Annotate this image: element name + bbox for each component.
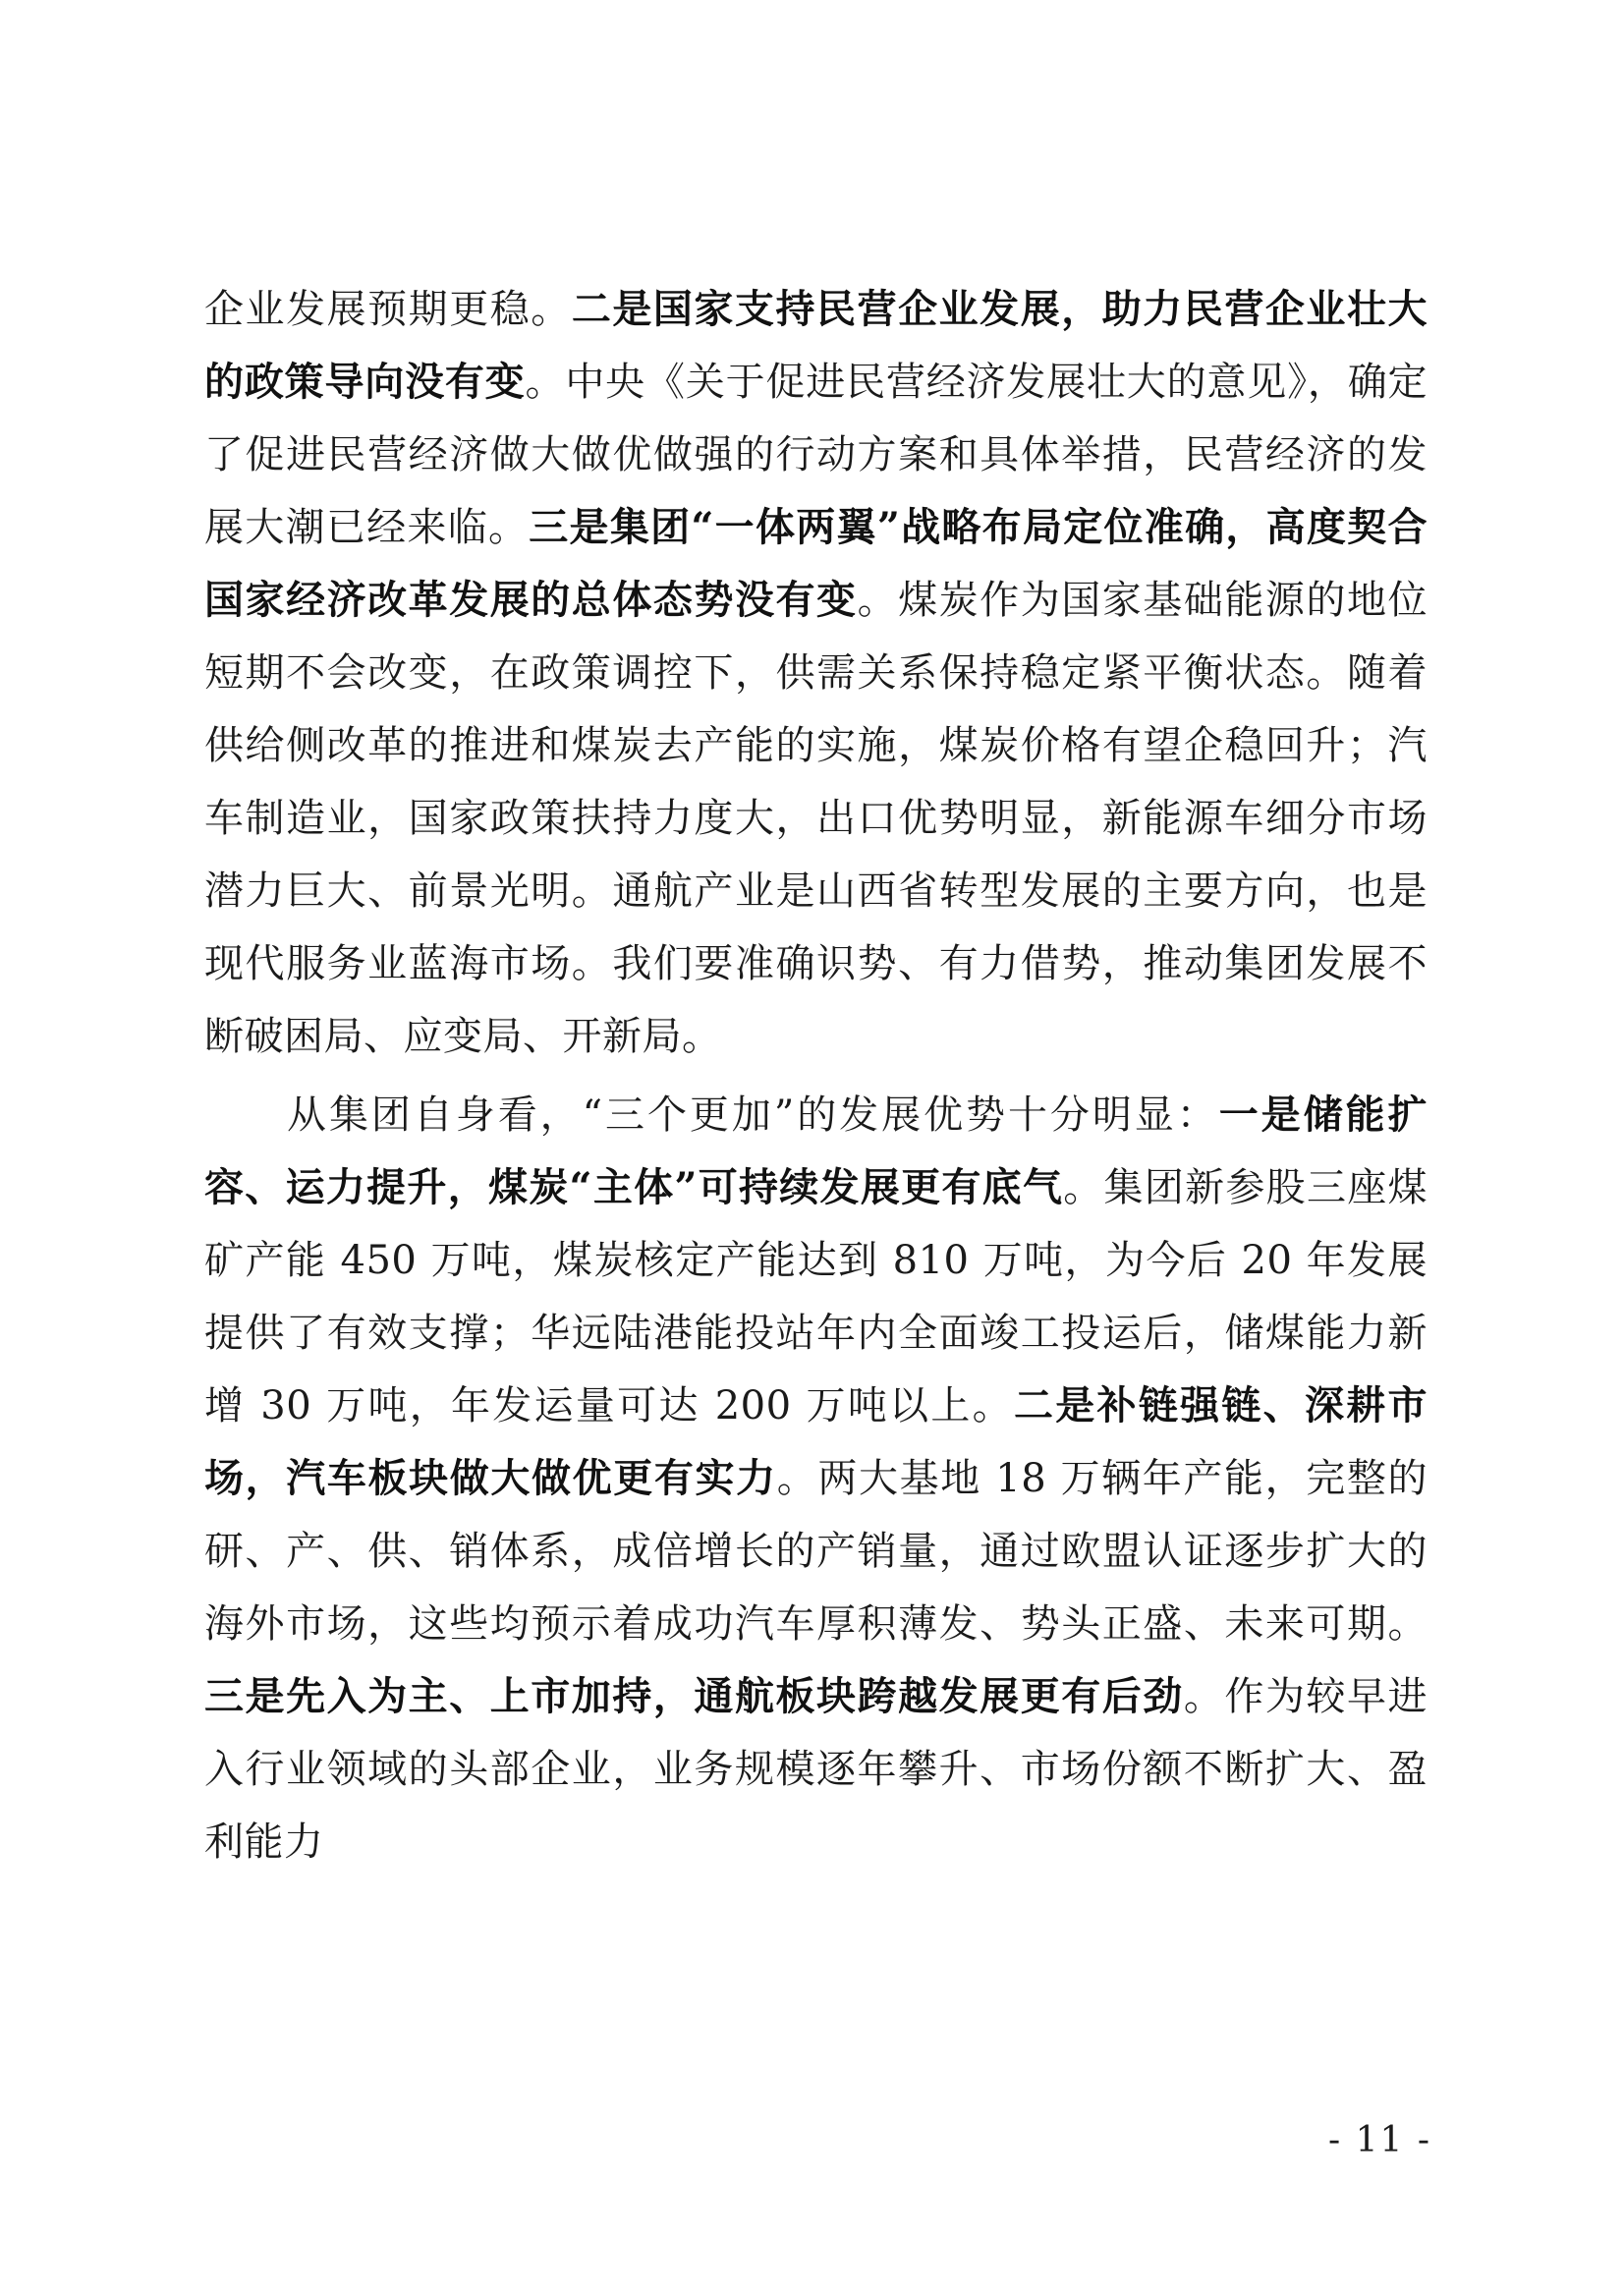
- text-run: 企业发展预期更稳。: [204, 287, 572, 332]
- text-run: 。集团新参股三座煤矿产能 450 万吨，煤炭核定产能达到 810 万吨，为今后 20 年发展提供了有效支撑；华远陆港能投站年内全面竣工投运后，储煤能力新增 30 万吨，年发运量可达 200 万吨以上。: [204, 1165, 1428, 1428]
- page-body: [204, 273, 1428, 1878]
- text-run: 。煤炭作为国家基础能源的地位短期不会改变，在政策调控下，供需关系保持稳定紧平衡状态。随着供给侧改革的推进和煤炭去产能的实施，煤炭价格有望企稳回升；汽车制造业，国家政策扶持力度大，出口优势明显，新能源车细分市场潜力巨大、前景光明。通航产业是山西省转型发展的主要方向，也是现代服务业蓝海市场。我们要准确识势、有力借势，推动集团发展不断破困局、应变局、开新局。: [204, 578, 1428, 1059]
- text-run: 。两大基地 18 万辆年产能，完整的研、产、供、销体系，成倍增长的产销量，通过欧盟认证逐步扩大的海外市场，这些均预示着成功汽车厚积薄发、势头正盛、未来可期。: [204, 1456, 1428, 1647]
- emphasis-run: 一是储能扩容、运力提升，煤炭“主体”可持续发展更有底气: [204, 1092, 1428, 1210]
- text-run: 。作为较早进入行业领域的头部企业，业务规模逐年攀升、市场份额不断扩大、盈利能力: [204, 1674, 1428, 1865]
- paragraph-1: [204, 273, 1428, 1073]
- emphasis-run: 三是集团“一体两翼”战略布局定位准确，高度契合国家经济改革发展的总体态势没有变: [204, 504, 1428, 623]
- emphasis-run: 二是国家支持民营企业发展，助力民营企业壮大的政策导向没有变: [204, 286, 1428, 405]
- emphasis-run: 三是先入为主、上市加持，通航板块跨越发展更有后劲: [204, 1673, 1184, 1719]
- paragraph-2: [204, 1079, 1428, 1878]
- page-number: - 11 -: [1327, 2120, 1431, 2160]
- text-run: 。中央《关于促进民营经济发展壮大的意见》，确定了促进民营经济做大做优做强的行动方案和具体举措，民营经济的发展大潮已经来临。: [204, 360, 1428, 550]
- emphasis-run: 二是补链强链、深耕市场，汽车板块做大做优更有实力: [204, 1382, 1428, 1501]
- text-run: 从集团自身看，“三个更加”的发展优势十分明显：: [287, 1092, 1219, 1138]
